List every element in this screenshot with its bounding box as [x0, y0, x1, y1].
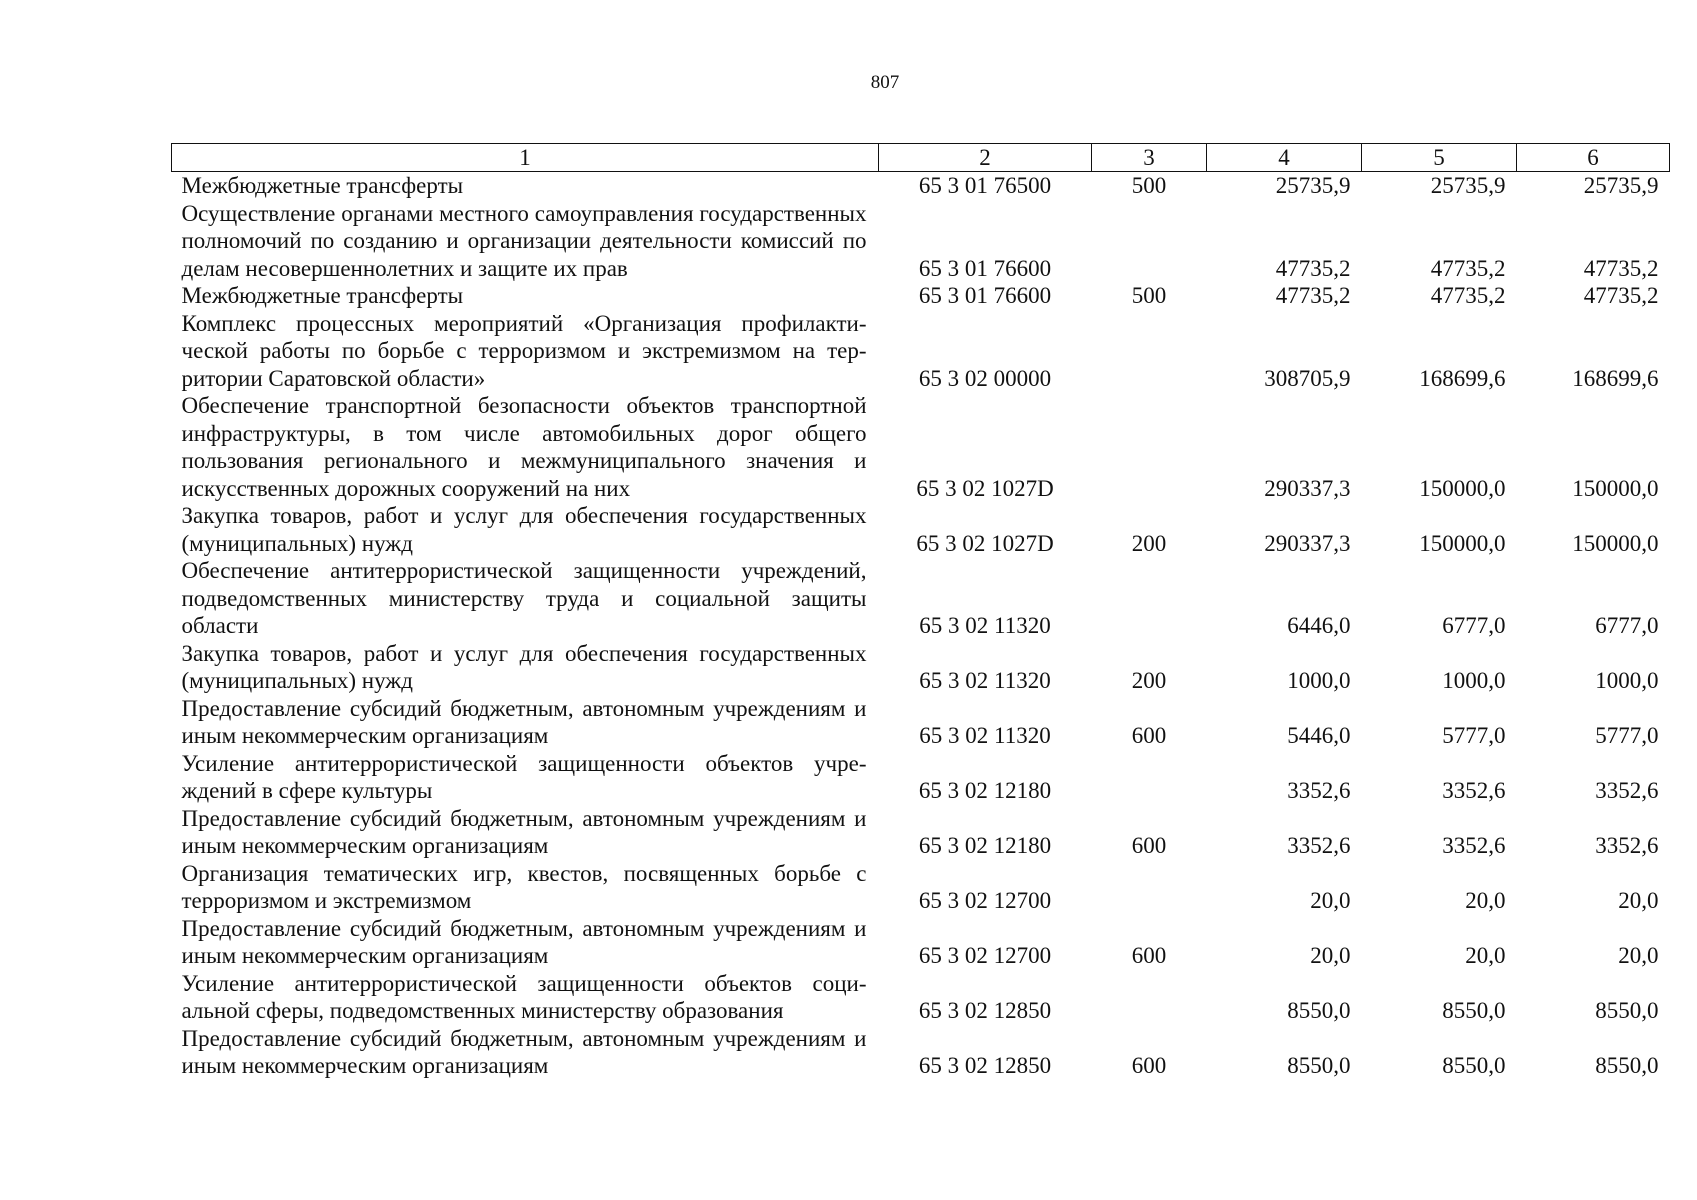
- row-name: Предоставление субсидий бюджетным, автономным учреждениям и иным некоммерческим организациям: [181, 1025, 867, 1078]
- table-row: [172, 970, 1670, 1025]
- row-name: Предоставление субсидий бюджетным, автономным учреждениям и иным некоммерческим организациям: [181, 915, 867, 968]
- row-code: 65 3 01 76600: [918, 255, 1052, 281]
- row-amount-3: 8550,0: [1595, 998, 1659, 1023]
- row-code: 65 3 01 76600: [918, 283, 1052, 308]
- row-amount-3: 3352,6: [1595, 833, 1659, 858]
- row-code: 65 3 02 12850: [918, 1053, 1052, 1078]
- row-expense-type: 600: [1131, 1053, 1167, 1078]
- table-row: [172, 915, 1670, 970]
- row-name: Организация тематических игр, квестов, посвященных борьбе с терроризмом и экстремизмом: [181, 860, 867, 913]
- header-col-6: 6: [1517, 144, 1670, 172]
- row-amount-2: 3352,6: [1442, 833, 1506, 858]
- row-expense-type: 200: [1131, 668, 1167, 693]
- row-amount-2: 47735,2: [1430, 255, 1506, 281]
- row-amount-3: 20,0: [1618, 943, 1659, 968]
- row-expense-type: 200: [1131, 530, 1167, 556]
- row-code: 65 3 02 11320: [919, 723, 1051, 748]
- row-code: 65 3 01 76500: [918, 173, 1052, 198]
- row-amount-3: 20,0: [1618, 888, 1659, 913]
- table-row: [172, 750, 1670, 805]
- table-row: [172, 640, 1670, 695]
- row-amount-3: 47735,2: [1583, 283, 1659, 308]
- row-amount-3: 6777,0: [1595, 613, 1659, 638]
- row-expense-type: 500: [1131, 173, 1167, 198]
- table-row: [172, 392, 1670, 502]
- row-amount-2: 168699,6: [1419, 365, 1506, 391]
- row-amount-1: 290337,3: [1264, 475, 1351, 501]
- row-amount-2: 5777,0: [1442, 723, 1506, 748]
- table-row: [172, 200, 1670, 283]
- row-amount-1: 20,0: [1310, 888, 1351, 913]
- row-amount-1: 47735,2: [1275, 283, 1351, 308]
- header-col-3: 3: [1092, 144, 1207, 172]
- row-expense-type: [1092, 750, 1207, 805]
- row-amount-1: 1000,0: [1287, 668, 1351, 693]
- row-name: Межбюджетные трансферты: [181, 283, 464, 308]
- row-expense-type: [1092, 557, 1207, 640]
- row-amount-1: 6446,0: [1287, 613, 1351, 638]
- header-col-5: 5: [1362, 144, 1517, 172]
- row-code: 65 3 02 11320: [919, 668, 1051, 693]
- row-code: 65 3 02 12700: [918, 943, 1052, 968]
- row-code: 65 3 02 1027D: [916, 475, 1054, 501]
- row-name: Обеспечение антитеррористической защищенности учреждений, подведомственных министерству труда и социальной защиты области: [181, 558, 867, 638]
- row-amount-2: 20,0: [1465, 943, 1506, 968]
- row-amount-3: 47735,2: [1583, 255, 1659, 281]
- row-amount-1: 20,0: [1310, 943, 1351, 968]
- header-col-4: 4: [1207, 144, 1362, 172]
- table-header: [172, 144, 1670, 172]
- row-expense-type: 600: [1131, 723, 1167, 748]
- row-amount-2: 150000,0: [1419, 530, 1506, 556]
- row-amount-2: 8550,0: [1442, 998, 1506, 1023]
- row-amount-2: 47735,2: [1430, 283, 1506, 308]
- header-col-1: 1: [172, 144, 879, 172]
- row-name: Предоставление субсидий бюджетным, автономным учреждениям и иным некоммерческим организациям: [181, 805, 867, 858]
- row-amount-3: 3352,6: [1595, 778, 1659, 803]
- row-amount-1: 3352,6: [1287, 833, 1351, 858]
- budget-table: [171, 143, 1670, 1080]
- row-amount-1: 25735,9: [1275, 173, 1351, 198]
- table-row: [172, 805, 1670, 860]
- row-amount-1: 290337,3: [1264, 530, 1351, 556]
- row-expense-type: 500: [1131, 283, 1167, 308]
- row-name: Закупка товаров, работ и услуг для обеспечения государственных (муниципальных) нужд: [181, 503, 867, 556]
- header-row: [172, 144, 1670, 172]
- row-amount-2: 20,0: [1465, 888, 1506, 913]
- row-amount-3: 25735,9: [1583, 173, 1659, 198]
- row-code: 65 3 02 1027D: [916, 530, 1054, 556]
- row-code: 65 3 02 00000: [918, 365, 1052, 391]
- row-amount-2: 3352,6: [1442, 778, 1506, 803]
- table-row: [172, 502, 1670, 557]
- row-amount-2: 25735,9: [1430, 173, 1506, 198]
- row-expense-type: [1092, 392, 1207, 502]
- header-col-2: 2: [879, 144, 1092, 172]
- row-name: Осуществление органами местного самоуправления государственных полномочий по созданию и организации деятельности комиссий по делам несовершеннолетних и защите их прав: [181, 200, 867, 281]
- row-expense-type: [1092, 200, 1207, 283]
- row-expense-type: [1092, 970, 1207, 1025]
- row-amount-3: 168699,6: [1572, 365, 1659, 391]
- row-expense-type: [1092, 310, 1207, 393]
- row-code: 65 3 02 11320: [919, 613, 1051, 638]
- row-amount-3: 8550,0: [1595, 1053, 1659, 1078]
- row-expense-type: 600: [1131, 833, 1167, 858]
- row-amount-2: 6777,0: [1442, 613, 1506, 638]
- row-expense-type: [1092, 860, 1207, 915]
- table-body: [172, 172, 1670, 1080]
- table-row: [172, 282, 1670, 310]
- row-amount-1: 8550,0: [1287, 998, 1351, 1023]
- row-name: Усиление антитеррористической защищенности объектов учреждений в сфере культуры: [181, 750, 867, 803]
- row-amount-3: 150000,0: [1572, 475, 1659, 501]
- page-number: 807: [870, 72, 900, 93]
- row-code: 65 3 02 12180: [918, 778, 1052, 803]
- row-amount-3: 5777,0: [1595, 723, 1659, 748]
- row-name: Усиление антитеррористической защищенности объектов социальной сферы, подведомственных министерству образования: [181, 970, 867, 1023]
- row-name: Предоставление субсидий бюджетным, автономным учреждениям и иным некоммерческим организациям: [181, 695, 867, 748]
- row-amount-1: 5446,0: [1287, 723, 1351, 748]
- table-row: [172, 172, 1670, 200]
- row-code: 65 3 02 12180: [918, 833, 1052, 858]
- row-expense-type: 600: [1131, 943, 1167, 968]
- row-amount-1: 8550,0: [1287, 1053, 1351, 1078]
- row-amount-3: 150000,0: [1572, 530, 1659, 556]
- row-name: Межбюджетные трансферты: [181, 173, 464, 198]
- row-name: Комплекс процессных мероприятий «Организация профилактической работы по борьбе с терроризмом и экстремизмом на территории Саратовской области»: [181, 310, 867, 391]
- row-code: 65 3 02 12700: [918, 888, 1052, 913]
- row-amount-3: 1000,0: [1595, 668, 1659, 693]
- row-amount-1: 47735,2: [1275, 255, 1351, 281]
- table-row: [172, 1025, 1670, 1080]
- row-name: Обеспечение транспортной безопасности объектов транспортной инфраструктуры, в том числе автомобильных дорог общего пользования регионального и межмуниципального значения и искусственных дорожных сооружений на них: [181, 393, 867, 501]
- row-amount-2: 150000,0: [1419, 475, 1506, 501]
- table-row: [172, 860, 1670, 915]
- row-amount-2: 8550,0: [1442, 1053, 1506, 1078]
- table-row: [172, 310, 1670, 393]
- table-row: [172, 695, 1670, 750]
- row-name: Закупка товаров, работ и услуг для обеспечения государственных (муниципальных) нужд: [181, 640, 867, 693]
- table-row: [172, 557, 1670, 640]
- row-amount-1: 3352,6: [1287, 778, 1351, 803]
- row-amount-2: 1000,0: [1442, 668, 1506, 693]
- row-code: 65 3 02 12850: [918, 998, 1052, 1023]
- row-amount-1: 308705,9: [1264, 365, 1351, 391]
